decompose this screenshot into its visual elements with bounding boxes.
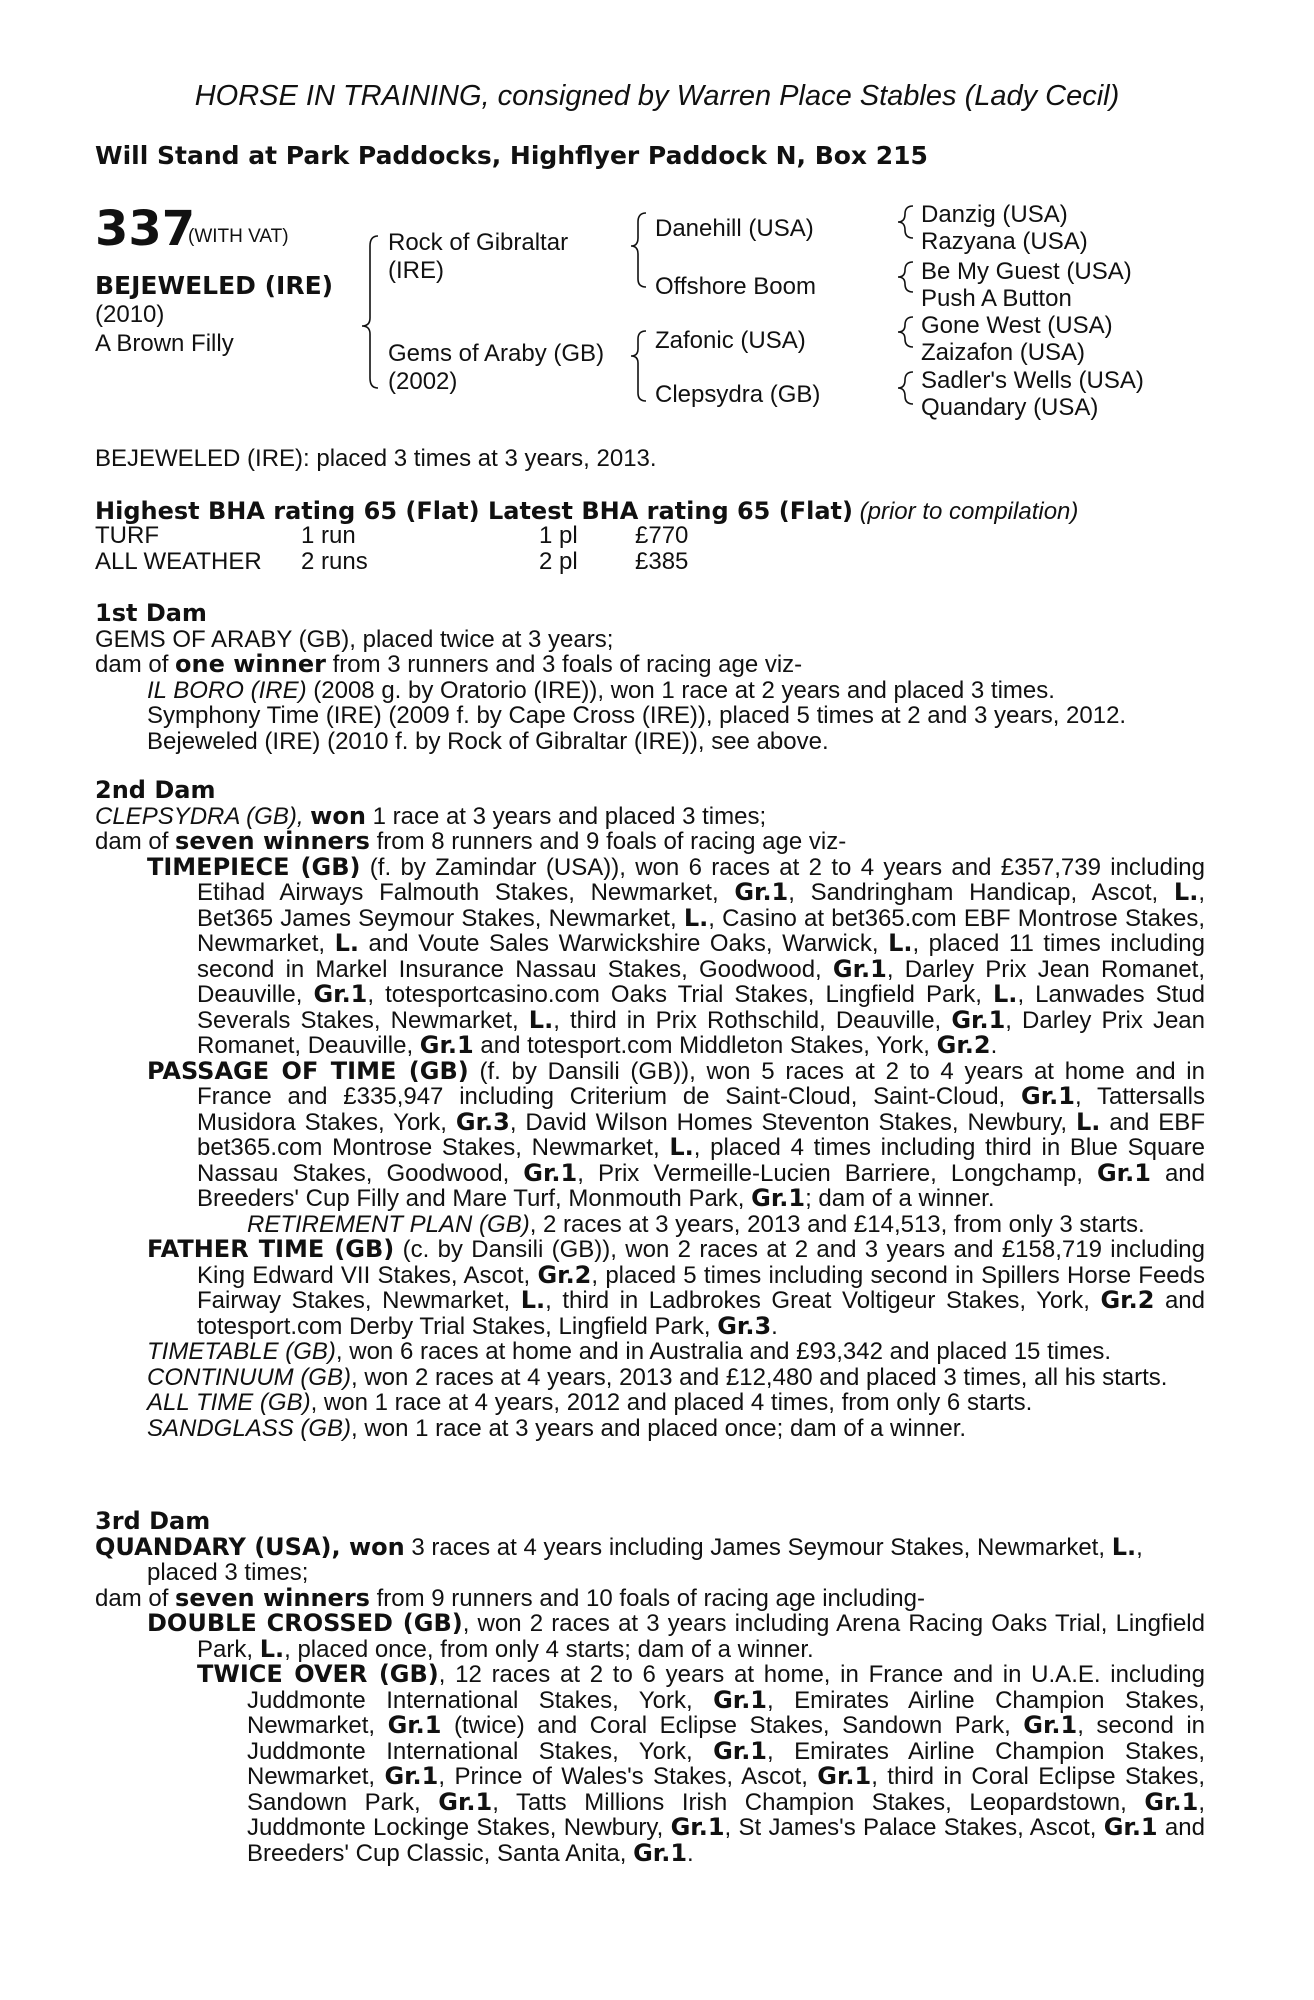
aw-runs: 2 runs	[301, 548, 368, 575]
bha-rating	[95, 497, 1078, 526]
all-time-entry: ALL TIME (GB), won 1 race at 4 years, 2012 and placed 4 times, from only 6 starts.	[147, 1389, 1033, 1416]
third-dam-produce: dam of seven winners from 9 runners and 10 foals of racing age including-	[95, 1583, 925, 1612]
turf-runs: 1 run	[301, 522, 356, 549]
third-dam-section	[95, 1509, 1205, 1866]
dam-name: Gems of Araby (GB)	[388, 340, 605, 367]
third-dam-heading: 3rd Dam	[95, 1507, 211, 1535]
continuum-entry: CONTINUUM (GB), won 2 races at 4 years, 2013 and £12,480 and placed 3 times, all his starts.	[147, 1363, 1168, 1391]
dam-dam: Clepsydra (GB)	[655, 381, 821, 408]
turf-surface: TURF	[95, 522, 159, 549]
gen3-4: Push A Button	[921, 285, 1072, 312]
gen3-8: Quandary (USA)	[921, 394, 1099, 421]
foal-entry: Symphony Time (IRE) (2009 f. by Cape Cross (IRE)), placed 5 times at 2 and 3 years, 2012.	[147, 702, 1127, 729]
race-summary: BEJEWELED (IRE): placed 3 times at 3 years, 2013.	[95, 445, 657, 472]
sire-name: Rock of Gibraltar	[388, 229, 569, 256]
stand-location: Will Stand at Park Paddocks, Highflyer Paddock N, Box 215	[95, 141, 928, 170]
rating-note: (prior to compilation)	[859, 498, 1079, 525]
father-time-entry: FATHER TIME (GB) (c. by Dansili (GB)), won 2 races at 2 and 3 years and £158,719 including King Edward VII Stakes, Ascot, Gr.2, placed 5 times including second in Spillers Horse Feeds Fairway Stakes, Newmarket, L., third in Ladbrokes Great Voltigeur Stakes, York, Gr.2 and totesport.com Derby Trial Stakes, Lingfield Park, Gr.3.	[147, 1235, 1206, 1340]
first-dam-intro: GEMS OF ARABY (GB), placed twice at 3 years;	[95, 625, 614, 653]
sire-origin: (IRE)	[388, 257, 444, 284]
second-dam-heading: 2nd Dam	[95, 776, 216, 804]
retirement-plan-entry: RETIREMENT PLAN (GB), 2 races at 3 years, 2013 and £14,513, from only 3 starts.	[247, 1210, 1145, 1238]
first-dam-section	[95, 601, 1205, 754]
timetable-entry: TIMETABLE (GB), won 6 races at home and in Australia and £93,342 and placed 15 times.	[147, 1338, 1112, 1365]
gen3-3: Be My Guest (USA)	[921, 258, 1132, 285]
aw-amount: £385	[635, 548, 689, 575]
dam-year: (2002)	[388, 368, 458, 395]
gen3-5: Gone West (USA)	[921, 312, 1113, 339]
dam-sire: Zafonic (USA)	[655, 327, 806, 354]
gen3-6: Zaizafon (USA)	[921, 339, 1086, 366]
first-dam-heading: 1st Dam	[95, 599, 207, 627]
vat-note: (WITH VAT)	[188, 226, 289, 247]
gen3-7: Sadler's Wells (USA)	[921, 367, 1144, 394]
foal-entry: Bejeweled (IRE) (2010 f. by Rock of Gibraltar (IRE)), see above.	[147, 727, 829, 755]
horse-year: (2010)	[95, 301, 165, 328]
aw-placed: 2 pl	[539, 548, 578, 575]
sandglass-entry: SANDGLASS (GB), won 1 race at 3 years and placed once; dam of a winner.	[147, 1414, 967, 1442]
first-dam-produce: dam of one winner from 3 runners and 3 foals of racing age viz-	[95, 650, 803, 678]
page-title: HORSE IN TRAINING, consigned by Warren Place Stables (Lady Cecil)	[194, 80, 1120, 112]
aw-surface: ALL WEATHER	[95, 548, 262, 575]
sire-dam: Offshore Boom	[655, 273, 816, 300]
third-dam-intro: QUANDARY (USA), won 3 races at 4 years including James Seymour Stakes, Newmarket, L., placed 3 times;	[95, 1532, 1143, 1586]
turf-placed: 1 pl	[539, 522, 578, 549]
rating-text: Highest BHA rating 65 (Flat) Latest BHA rating 65 (Flat)	[95, 497, 853, 525]
gen3-2: Razyana (USA)	[921, 228, 1088, 255]
sire-sire: Danehill (USA)	[655, 215, 814, 242]
horse-name: BEJEWELED (IRE)	[95, 271, 334, 300]
twice-over-entry: TWICE OVER (GB), 12 races at 2 to 6 years at home, in France and in U.A.E. including Juddmonte International Stakes, York, Gr.1, Emirates Airline Champion Stakes, Newmarket, Gr.1 (twice) and Coral Eclipse Stakes, Sandown Park, Gr.1, second in Juddmonte International Stakes, York, Gr.1, Emirates Airline Champion Stakes, Newmarket, Gr.1, Prince of Wales's Stakes, Ascot, Gr.1, third in Coral Eclipse Stakes, Sandown Park, Gr.1, Tatts Millions Irish Champion Stakes, Leopardstown, Gr.1, Juddmonte Lockinge Stakes, Newbury, Gr.1, St James's Palace Stakes, Ascot, Gr.1 and Breeders' Cup Classic, Santa Anita, Gr.1.	[197, 1660, 1206, 1867]
second-dam-section	[95, 778, 1205, 1441]
double-crossed-entry: DOUBLE CROSSED (GB), won 2 races at 3 years including Arena Racing Oaks Trial, Lingfield Park, L., placed once, from only 4 starts; dam of a winner.	[147, 1609, 1205, 1663]
horse-description: A Brown Filly	[95, 330, 234, 357]
foal-entry: IL BORO (IRE) (2008 g. by Oratorio (IRE)), won 1 race at 2 years and placed 3 times.	[147, 676, 1055, 704]
lot-number: 337	[95, 201, 196, 257]
passage-of-time-entry: PASSAGE OF TIME (GB) (f. by Dansili (GB)), won 5 races at 2 to 4 years at home and in France and £335,947 including Criterium de Saint-Cloud, Saint-Cloud, Gr.1, Tattersalls Musidora Stakes, York, Gr.3, David Wilson Homes Steventon Stakes, Newbury, L. and EBF bet365.com Montrose Stakes, Newmarket, L., placed 4 times including third in Blue Square Nassau Stakes, Goodwood, Gr.1, Prix Vermeille-Lucien Barriere, Longchamp, Gr.1 and Breeders' Cup Filly and Mare Turf, Monmouth Park, Gr.1; dam of a winner.	[147, 1056, 1206, 1212]
gen3-1: Danzig (USA)	[921, 201, 1068, 228]
second-dam-produce: dam of seven winners from 8 runners and 9 foals of racing age viz-	[95, 827, 847, 855]
turf-amount: £770	[635, 522, 689, 549]
second-dam-intro: CLEPSYDRA (GB), won 1 race at 3 years and placed 3 times;	[95, 801, 767, 830]
timepiece-entry: TIMEPIECE (GB) (f. by Zamindar (USA)), won 6 races at 2 to 4 years and £357,739 including Etihad Airways Falmouth Stakes, Newmarket, Gr.1, Sandringham Handicap, Ascot, L., Bet365 James Seymour Stakes, Newmarket, L., Casino at bet365.com EBF Montrose Stakes, Newmarket, L. and Voute Sales Warwickshire Oaks, Warwick, L., placed 11 times including second in Markel Insurance Nassau Stakes, Goodwood, Gr.1, Darley Prix Jean Romanet, Deauville, Gr.1, totesportcasino.com Oaks Trial Stakes, Lingfield Park, L., Lanwades Stud Severals Stakes, Newmarket, L., third in Prix Rothschild, Deauville, Gr.1, Darley Prix Jean Romanet, Deauville, Gr.1 and totesport.com Middleton Stakes, York, Gr.2.	[147, 852, 1206, 1059]
